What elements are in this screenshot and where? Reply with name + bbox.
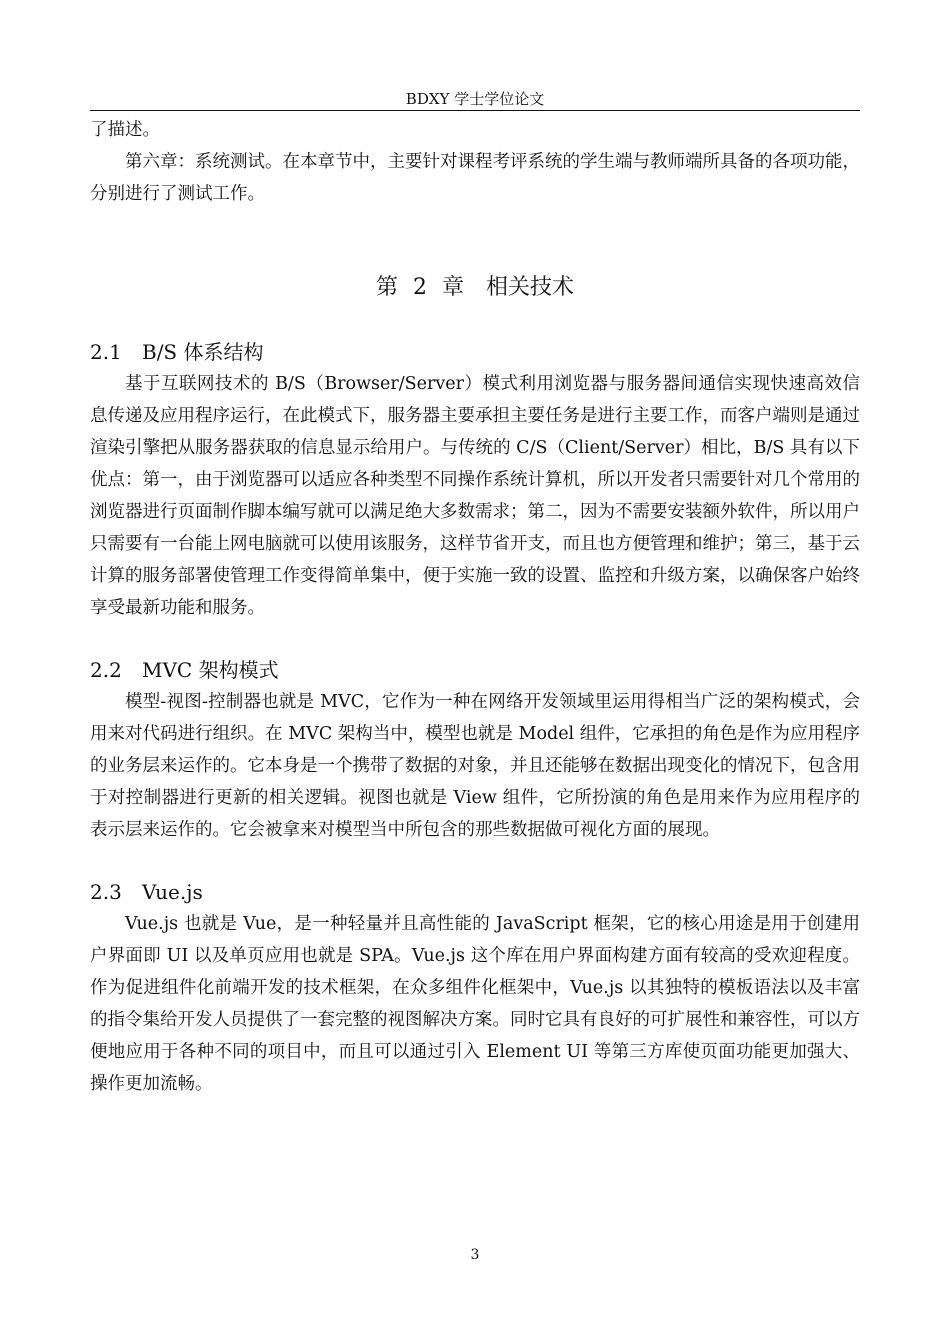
page-body [90,114,860,1100]
section-heading [90,336,860,368]
section-2-3 [90,876,860,1100]
section-number: 2.2 [90,658,122,682]
section-title-text: Vue.js [142,880,203,904]
intro-paragraph-continued: 了描述。 [90,120,160,140]
section-paragraph: Vue.js 也就是 Vue，是一种轻量并且高性能的 JavaScript 框架，它的核心用途是用于创建用户界面即 UI 以及单页应用也就是 SPA。Vue.js 这个库在用户界面构建方面有较高的受欢迎程度。作为促进组件化前端开发的技术框架，在众多组件化框架中，Vue.js 以其独特的模板语法以及丰富的指令集给开发人员提供了一套完整的视图解决方案。同时它具有良好的可扩展性和兼容性，可以方便地应用于各种不同的项目中，而且可以通过引入 Element UI 等第三方库使页面功能更加强大、操作更加流畅。 [90,914,860,1094]
section-paragraph: 基于互联网技术的 B/S（Browser/Server）模式利用浏览器与服务器间通信实现快速高效信息传递及应用程序运行，在此模式下，服务器主要承担主要任务是进行主要工作，而客户端则是通过渲染引擎把从服务器获取的信息显示给用户。与传统的 C/S（Client/Server）相比，B/S 具有以下优点：第一，由于浏览器可以适应各种类型不同操作系统计算机，所以开发者只需要针对几个常用的浏览器进行页面制作脚本编写就可以满足绝大多数需求；第二，因为不需要安装额外软件，所以用户只需要有一台能上网电脑就可以使用该服务，这样节省开支，而且也方便管理和维护；第三，基于云计算的服务部署使管理工作变得简单集中，便于实施一致的设置、监控和升级方案，以确保客户始终享受最新功能和服务。 [90,374,860,618]
chapter-title: 第 2 章 相关技术 [376,275,574,300]
section-title-text: MVC 架构模式 [142,658,279,682]
section-heading [90,876,860,908]
running-header: BDXY 学士学位论文 [90,90,860,111]
page-number: 3 [470,1247,480,1263]
section-title-text: B/S 体系结构 [142,340,264,364]
section-paragraph: 模型-视图-控制器也就是 MVC，它作为一种在网络开发领域里运用得相当广泛的架构模式，会用来对代码进行组织。在 MVC 架构当中，模型也就是 Model 组件，它承担的角色是作为应用程序的业务层来运作的。它本身是一个携带了数据的对象，并且还能够在数据出现变化的情况下，包含用于对控制器进行更新的相关逻辑。视图也就是 View 组件，它所扮演的角色是用来作为应用程序的表示层来运作的。它会被拿来对模型当中所包含的那些数据做可视化方面的展现。 [90,692,860,840]
section-2-2 [90,654,860,846]
section-2-1 [90,336,860,624]
intro-paragraph-chapter6: 第六章：系统测试。在本章节中，主要针对课程考评系统的学生端与教师端所具备的各项功能，分别进行了测试工作。 [90,152,860,204]
section-number: 2.3 [90,880,122,904]
section-heading [90,654,860,686]
section-number: 2.1 [90,340,122,364]
